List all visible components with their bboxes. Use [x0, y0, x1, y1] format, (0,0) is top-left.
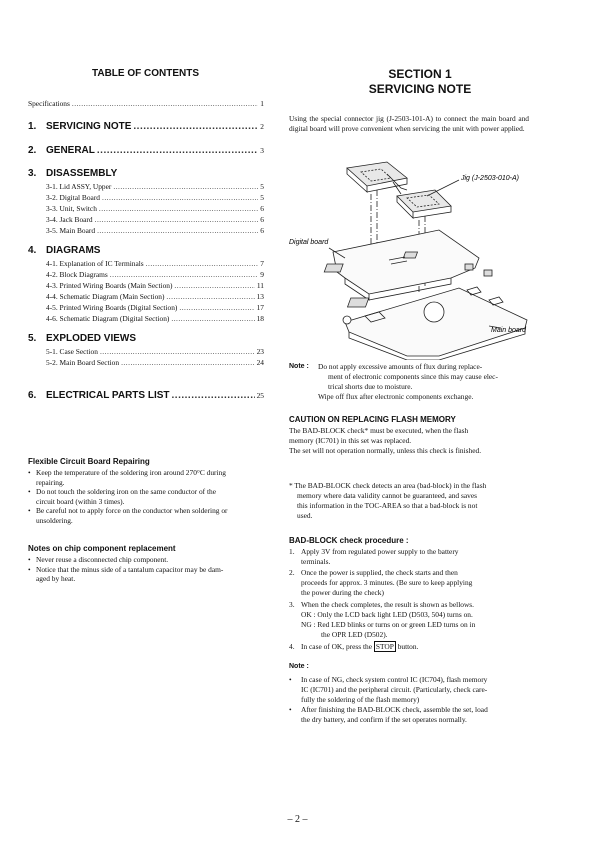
- section-number: SECTION 1: [388, 67, 452, 81]
- toc-section-exploded-views[interactable]: 5. EXPLODED VIEWS: [28, 333, 137, 344]
- toc-entry-page: 1: [260, 99, 264, 108]
- chip-notes-title: Notes on chip component replacement: [28, 544, 176, 553]
- toc-item[interactable]: 5-2. Main Board Section ..... 24: [46, 358, 264, 367]
- main-board-label: Main board: [491, 327, 527, 334]
- caution-title: CAUTION ON REPLACING FLASH MEMORY: [289, 415, 456, 424]
- toc-title: TABLE OF CONTENTS: [92, 68, 200, 79]
- toc-item[interactable]: 3-2. Digital Board ..... 5: [46, 193, 264, 202]
- toc-item[interactable]: 4-3. Printed Wiring Boards (Main Section) ..... 11: [46, 281, 264, 290]
- procedure-step-1: 1. Apply 3V from regulated power supply to the battery terminals.: [289, 547, 459, 566]
- jig-label: Jig (J-2503-010-A): [461, 175, 519, 182]
- procedure-step-2: 2. Once the power is supplied, the check starts and then proceeds for approx. 3 minutes. (Be sure to keep applying the power during the check): [289, 568, 473, 597]
- page-number: – 2 –: [287, 814, 308, 825]
- toc-item[interactable]: 4-4. Schematic Diagram (Main Section) ..... 13: [46, 292, 264, 301]
- procedure-step-4: 4. In case of OK, press the STOP button.: [289, 642, 419, 651]
- note2-title: Note :: [289, 663, 309, 670]
- toc-item[interactable]: 5-1. Case Section ..... 23: [46, 347, 264, 356]
- jig-pad-left: [347, 162, 407, 192]
- note-label: Note :: [289, 363, 309, 370]
- toc-item[interactable]: 3-3. Unit, Switch ..... 6: [46, 204, 264, 213]
- note-text: Do not apply excessive amounts of flux during replace- ment of electronic components since this may cause elec- trical shorts due to moisture. Wipe off flux after electronic components exchange.: [318, 362, 498, 401]
- digital-board-label: Digital board: [289, 239, 329, 246]
- list-item: • Do not touch the soldering iron on the same conductor of the circuit board (within 3 times).: [28, 487, 273, 506]
- toc-section-disassembly[interactable]: 3. DISASSEMBLY: [28, 168, 118, 179]
- toc-item[interactable]: 3-5. Main Board ..... 6: [46, 226, 264, 235]
- list-item: • Keep the temperature of the soldering iron around 270°C during repairing.: [28, 468, 273, 487]
- flex-repair-title: Flexible Circuit Board Repairing: [28, 457, 150, 466]
- procedure-step-3: 3. When the check completes, the result is shown as bellows. OK : Only the LCD back light LED (D503, 504) turns on. NG : Red LED blinks or turns on or green LED turns on in the OPR LED (D502).: [289, 600, 476, 639]
- toc-item[interactable]: 4-5. Printed Wiring Boards (Digital Section) ..... 17: [46, 303, 264, 312]
- toc-section-diagrams[interactable]: 4. DIAGRAMS: [28, 245, 101, 256]
- section-title: SERVICING NOTE: [368, 82, 472, 96]
- bad-block-footnote: * The BAD-BLOCK check detects an area (bad-block) in the flash memory where data validity cannot be guaranteed, and saves this information in the TOC-AREA so that a bad-block is not used.: [289, 481, 487, 520]
- chip-notes-list: [28, 555, 273, 584]
- toc-section-electrical-parts-list[interactable]: 6. ELECTRICAL PARTS LIST ..... 25: [28, 390, 264, 401]
- stop-key-label: STOP: [375, 642, 394, 651]
- list-item: • In case of NG, check system control IC (IC704), flash memory IC (IC701) and the peripheral circuit. (Particularly, check care- fully the soldering of the flash memory): [289, 675, 534, 705]
- toc-item[interactable]: 4-6. Schematic Diagram (Digital Section) ..... 18: [46, 314, 264, 323]
- toc-section-servicing-note[interactable]: 1. SERVICING NOTE ..... 2: [28, 121, 264, 132]
- toc-section-general[interactable]: 2. GENERAL ..... 3: [28, 145, 264, 156]
- flex-repair-list: [28, 468, 273, 526]
- list-item: • After finishing the BAD-BLOCK check, assemble the set, load the dry battery, and confirm if the set operates normally.: [289, 705, 534, 725]
- intro-paragraph: Using the special connector jig (J-2503-101-A) to connect the main board and digital board will prove convenient when servicing the unit with power applied.: [289, 114, 529, 133]
- toc-entry-specifications[interactable]: [28, 99, 264, 108]
- jig-pad-right: [397, 190, 451, 218]
- toc-item[interactable]: 4-2. Block Diagrams ..... 9: [46, 270, 264, 279]
- list-item: • Notice that the minus side of a tantalum capacitor may be dam- aged by heat.: [28, 565, 273, 584]
- procedure-title: BAD-BLOCK check procedure :: [289, 536, 409, 545]
- toc-item[interactable]: 3-4. Jack Board ..... 6: [46, 215, 264, 224]
- toc-item[interactable]: 3-1. Lid ASSY, Upper ..... 5: [46, 182, 264, 191]
- toc-entry-label: Specifications: [28, 99, 70, 108]
- note2-list: [289, 675, 534, 725]
- connector-jig-diagram: [289, 160, 539, 360]
- list-item: • Never reuse a disconnected chip component.: [28, 555, 273, 565]
- caution-text: The BAD-BLOCK check* must be executed, when the flash memory (IC701) in this set was replaced. The set will not operation normally, unless this check is finished.: [289, 426, 482, 455]
- list-item: • Be careful not to apply force on the conductor when soldering or unsoldering.: [28, 506, 273, 525]
- toc-item[interactable]: 4-1. Explanation of IC Terminals ..... 7: [46, 259, 264, 268]
